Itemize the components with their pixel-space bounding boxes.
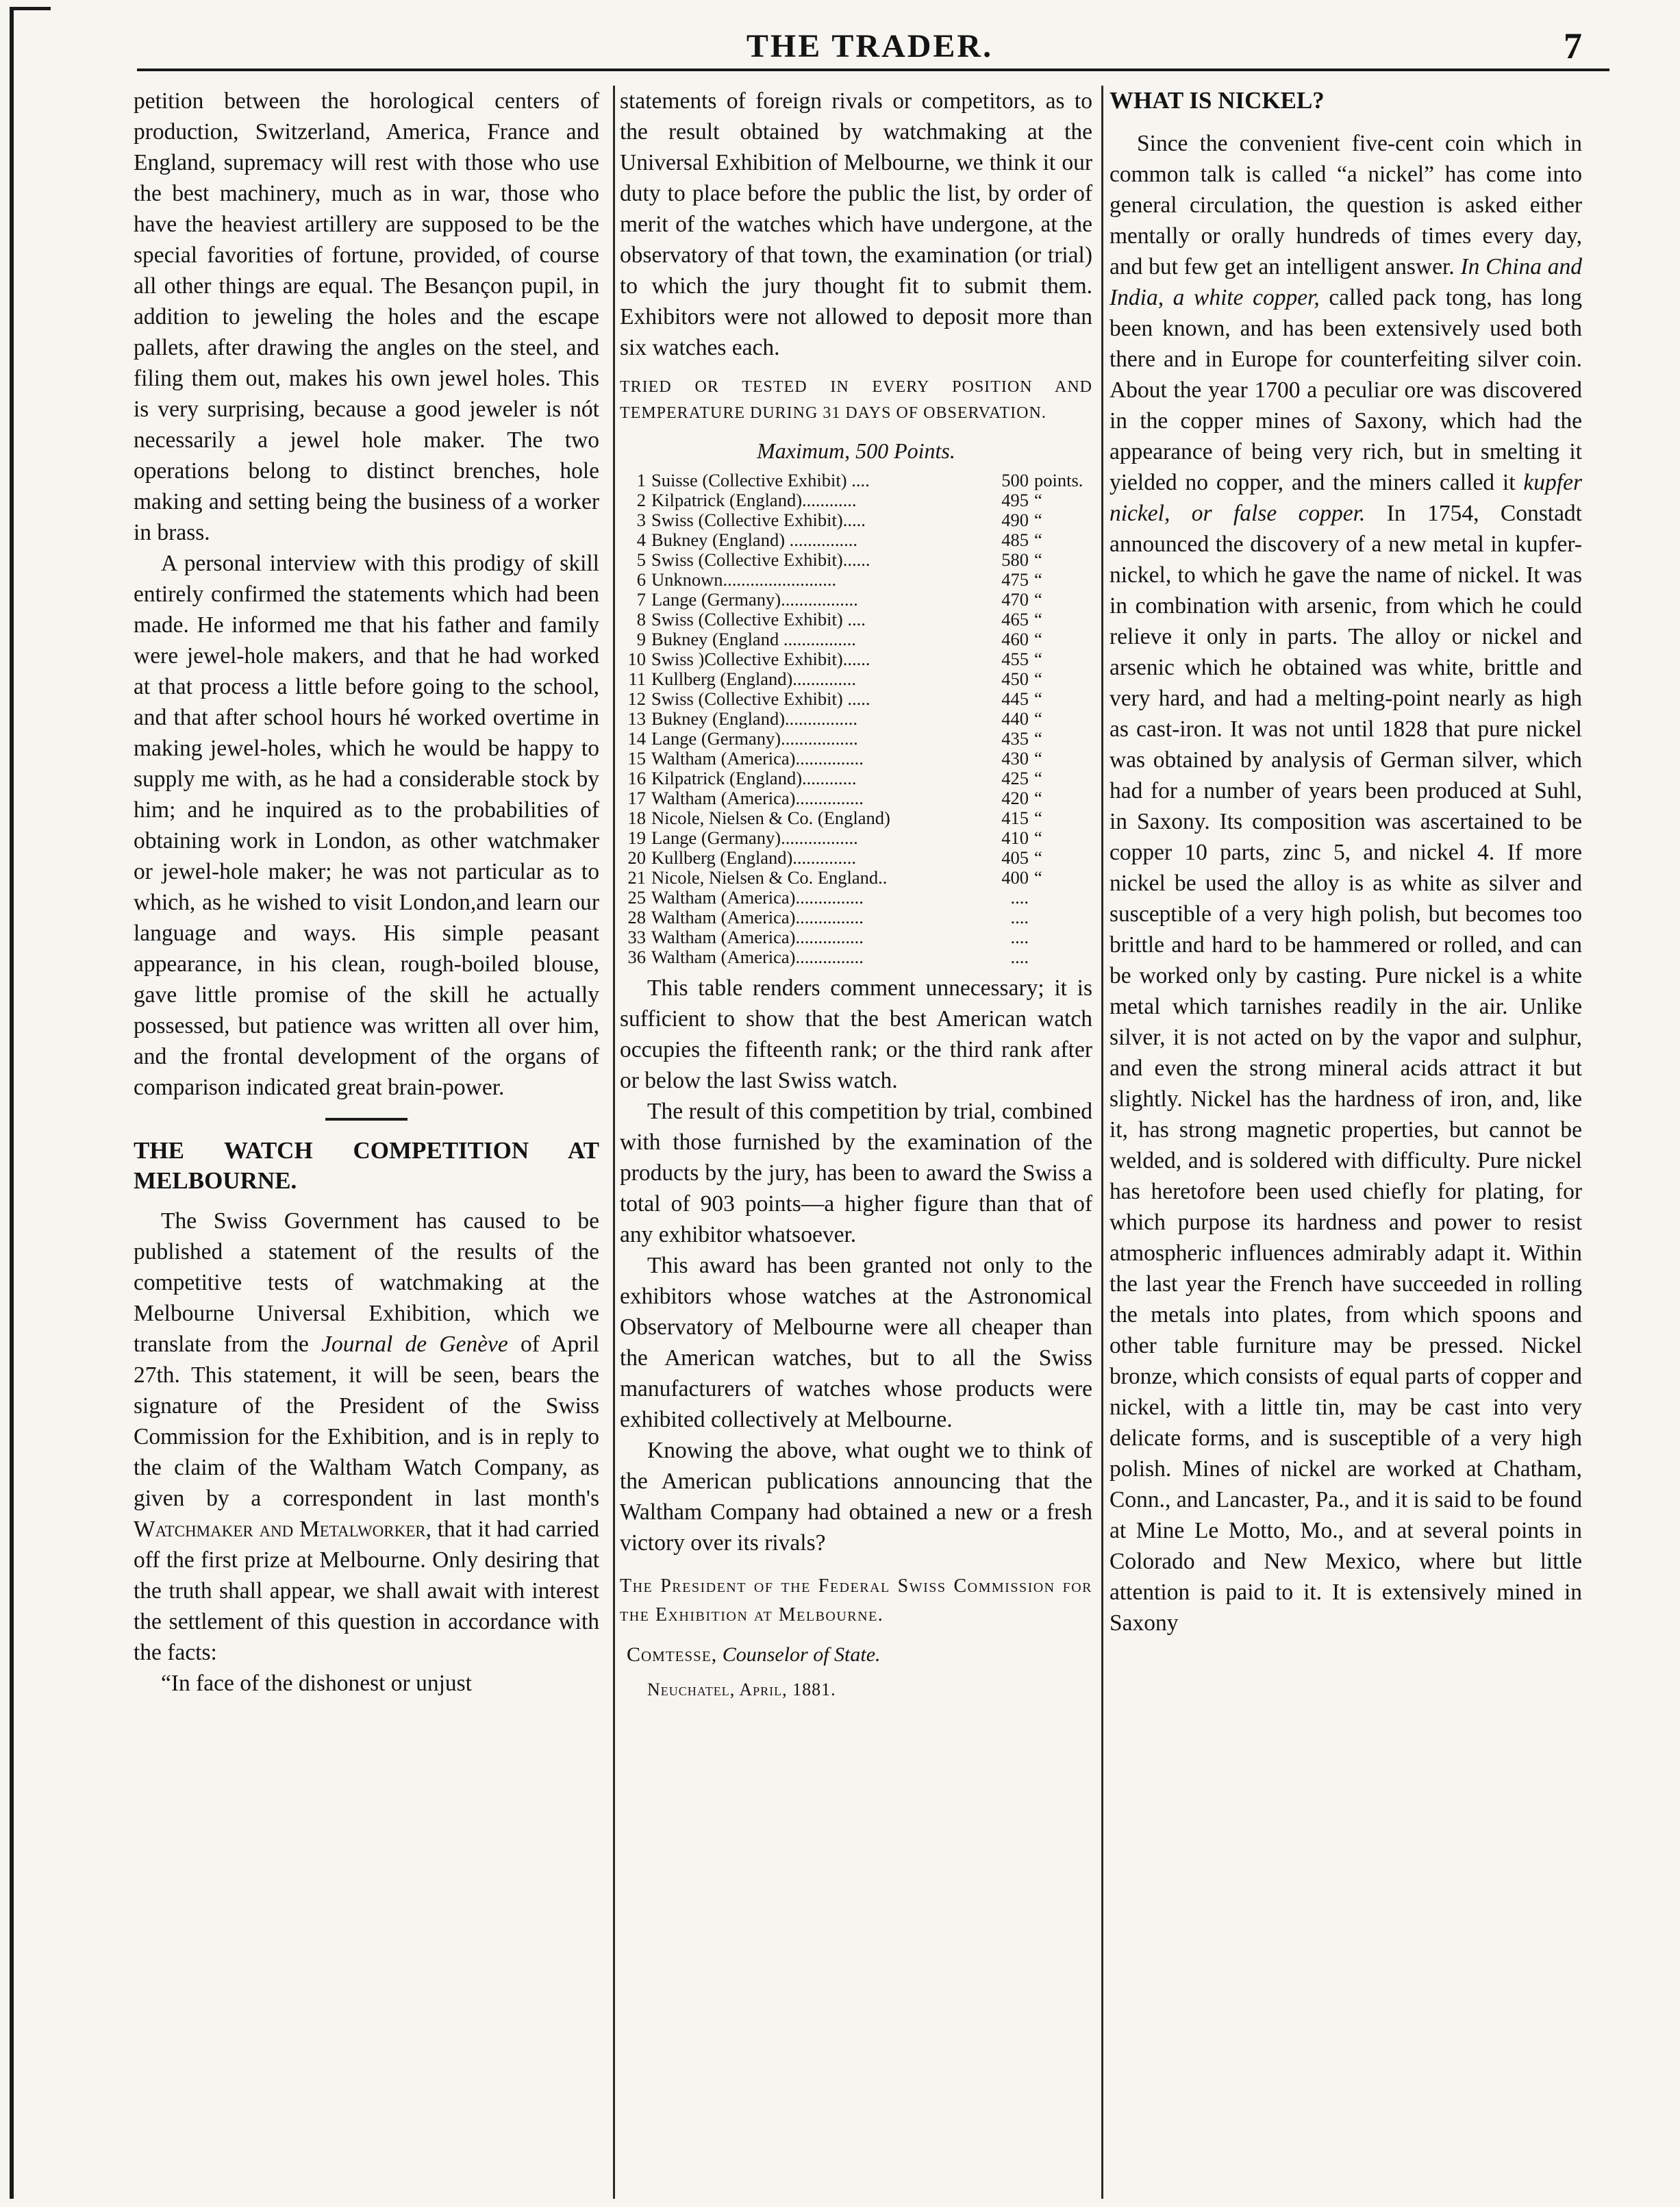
results-table-row (620, 490, 1092, 510)
unit-cell: “ (1034, 529, 1042, 550)
results-table-row (620, 828, 1092, 848)
rank-cell: 8 (636, 609, 646, 629)
unit-cell: “ (1034, 589, 1042, 610)
column-rule-1 (613, 86, 615, 2199)
points-cell: 465 (1001, 609, 1029, 629)
exhibitor-cell: Waltham (America)............... (651, 947, 864, 967)
exhibitor-cell: Nicole, Nielsen & Co. England.. (651, 867, 888, 888)
table-caption: TRIED OR TESTED IN EVERY POSITION AND TEMPERATURE DURING 31 DAYS OF OBSERVATION. (620, 378, 1092, 422)
rank-cell: 4 (636, 529, 646, 550)
col1-paragraph-2: A personal interview with this prodigy of skill entirely confirmed the statements which had been made. He informed me that his father and family were jewel-hole makers, and that he had worked at that process a little before going to the school, and that after school hours hé worked overtime in making jewel-holes, which he would be happy to supply me with, as he had a considerable stock by him; and he inquired as to the probabilities of obtaining work in London, as other watchmaker or jewel-hole maker; he was not particular as to which, as he wished to visit London,and learn our language and ways. His simple peasant appearance, in his clean, rough-boiled blouse, gave little promise of the skill he actually possessed, but patience was written all over him, and the frontal development of the organs of comparison indicated great brain-power. (134, 551, 599, 1100)
results-table-row (620, 868, 1092, 888)
points-cell: 415 (1001, 808, 1029, 828)
points-cell: 470 (1001, 589, 1029, 610)
signature-commission: The President of the Federal Swiss Commission for the Exhibition at Melbourne. (620, 1575, 1092, 1625)
rank-cell: 7 (636, 589, 646, 610)
exhibitor-cell: Kilpatrick (England)............ (651, 768, 857, 788)
exhibitor-cell: Kilpatrick (England)............ (651, 490, 857, 510)
points-cell: .... (1010, 947, 1029, 967)
rank-cell: 33 (627, 927, 646, 947)
exhibitor-cell: Swiss )Collective Exhibit)...... (651, 649, 870, 669)
column-2 (620, 86, 1092, 1705)
rank-cell: 21 (627, 867, 646, 888)
points-cell: 425 (1001, 768, 1029, 788)
unit-cell: “ (1034, 847, 1042, 868)
col1-paragraph-1: petition between the horological centers of production, Switzerland, America, France and England, supremacy will rest with those who use the best machinery, much as in war, those who have the heaviest artillery are supposed to be the special favorities of fortune, provided, of course all other things are equal. The Besançon pupil, in addition to jeweling the holes and the escape pallets, after drawing the angles on the steel, and filing them out, makes his own jewel holes. This is very surprising, because a good jeweler is nót necessarily a jewel hole maker. The two operations belong to distinct brenches, hole making and setting being the business of a worker in brass. (134, 88, 599, 545)
unit-cell: “ (1034, 569, 1042, 590)
results-table-row (620, 669, 1092, 689)
exhibitor-cell: Lange (Germany)................. (651, 589, 858, 610)
points-cell: 485 (1001, 529, 1029, 550)
points-cell: 435 (1001, 728, 1029, 749)
signature-place-date: Neuchatel, April, 1881. (647, 1680, 836, 1699)
rank-cell: 19 (627, 827, 646, 848)
text-span: In 1754, Constadt announced the discovery of a new metal in kupfer-nickel, to which he gave the name of nickel. It was in combination with arsenic, from which he could relieve it only in parts. The alloy or nickel and arsenic which he obtained was white, brittle and very hard, and had a melting-point nearly as high as cast-iron. It was not until 1828 that pure nickel was obtained by analysis of German silver, which had for a number of years been produced at Suhl, in Saxony. Its composition was ascertained to be copper 10 parts, zinc 5, and nickel 4. If more nickel be used the alloy is as white as silver and susceptible of a very high polish, but becomes too brittle and hard to be hammered or rolled, and can be worked only by casting. Pure nickel is a white metal which tarnishes readily in the air. Unlike silver, it is not acted on by the vapor and sulphur, and even the strong mineral acids attract it but slightly. Nickel has the hardness of iron, and, like it, has strong magnetic properties, but cannot be welded, and is soldered with difficulty. Pure nickel has heretofore been used chiefly for plating, for which purpose its hardness and power to resist atmospheric influences admirably adapt it. Within the last year the French have succeeded in rolling the metals into plates, from which spoons and other table furniture may be pressed. Nickel bronze, which consists of equal parts of copper and nickel, with a little tin, may be cast into very delicate forms, and is susceptible of a very high polish. Mines of nickel are worked at Chatham, Conn., and Lancaster, Pa., and it is said to be found at Mine Le Motto, Mo., and at several points in Colorado and New Mexico, where but little attention is paid to it. It is extensively mined in Saxony (1109, 501, 1582, 1636)
col3-paragraph-1 (1109, 128, 1582, 1638)
unit-cell (1029, 908, 1092, 927)
unit-cell: “ (1034, 609, 1042, 629)
signer-name: Comtesse, (627, 1643, 718, 1666)
points-cell: 455 (1001, 649, 1029, 669)
rank-cell: 6 (636, 569, 646, 590)
rank-cell: 20 (627, 847, 646, 868)
exhibitor-cell: Swiss (Collective Exhibit) .... (651, 609, 866, 629)
unit-cell: “ (1034, 688, 1042, 709)
page-header (130, 22, 1609, 70)
article-heading-nickel: WHAT IS NICKEL? (1109, 87, 1325, 114)
header-rule (137, 68, 1609, 71)
exhibitor-cell: Lange (Germany)................. (651, 728, 858, 749)
text-span: of April 27th. This statement, it will be seen, bears the signature of the President of the Swiss Commission for the Exhibition, and is in reply to the claim of the Waltham Watch Company, as given by a correspondent in last month's (134, 1332, 599, 1511)
column-rule-2 (1101, 86, 1103, 2199)
exhibitor-cell: Unknown......................... (651, 569, 837, 590)
results-table-row (620, 570, 1092, 590)
text-span: that it had carried off the first prize at Melbourne. Only desiring that the truth shall appear, we shall await with interest the settlement of this question in accordance with the facts: (134, 1517, 599, 1665)
unit-cell: points. (1034, 470, 1083, 490)
rank-cell: 13 (627, 708, 646, 729)
results-table-row (620, 689, 1092, 709)
exhibitor-cell: Swiss (Collective Exhibit)...... (651, 549, 870, 570)
rank-cell: 3 (636, 510, 646, 530)
unit-cell: “ (1034, 748, 1042, 769)
exhibitor-cell: Waltham (America)............... (651, 887, 864, 908)
page-number: 7 (1564, 25, 1582, 66)
publication-name: Watchmaker and Metalworker, (134, 1517, 431, 1542)
points-cell: 410 (1001, 827, 1029, 848)
results-table-row (620, 888, 1092, 908)
col1-paragraph-3 (134, 1206, 599, 1668)
results-table-row (620, 530, 1092, 550)
exhibitor-cell: Waltham (America)............... (651, 907, 864, 927)
results-table-row (620, 788, 1092, 808)
unit-cell: “ (1034, 808, 1042, 828)
points-cell: 500 (1001, 470, 1029, 490)
results-table-row (620, 947, 1092, 967)
rank-cell: 15 (627, 748, 646, 769)
points-cell: 475 (1001, 569, 1029, 590)
rank-cell: 12 (627, 688, 646, 709)
exhibitor-cell: Waltham (America)............... (651, 788, 864, 808)
col1-paragraph-4: “In face of the dishonest or unjust (161, 1671, 472, 1696)
unit-cell: “ (1034, 629, 1042, 649)
results-table-row (620, 471, 1092, 490)
exhibitor-cell: Swiss (Collective Exhibit) ..... (651, 688, 870, 709)
section-separator (325, 1118, 408, 1121)
unit-cell: “ (1034, 728, 1042, 749)
unit-cell: “ (1034, 768, 1042, 788)
points-cell: .... (1010, 887, 1029, 908)
results-table-row (620, 629, 1092, 649)
unit-cell: “ (1034, 827, 1042, 848)
rank-cell: 1 (636, 470, 646, 490)
points-cell: 580 (1001, 549, 1029, 570)
unit-cell: “ (1034, 549, 1042, 570)
results-table-body (620, 471, 1092, 967)
column-3 (1109, 86, 1582, 1638)
points-cell: 405 (1001, 847, 1029, 868)
rank-cell: 10 (627, 649, 646, 669)
points-cell: 495 (1001, 490, 1029, 510)
exhibitor-cell: Swiss (Collective Exhibit)..... (651, 510, 866, 530)
rank-cell: 16 (627, 768, 646, 788)
journal-name: Journal de Genève (321, 1332, 508, 1357)
points-cell: 440 (1001, 708, 1029, 729)
results-table-row (620, 927, 1092, 947)
points-cell: 445 (1001, 688, 1029, 709)
results-table-row (620, 769, 1092, 788)
unit-cell (1029, 927, 1092, 947)
points-cell: .... (1010, 927, 1029, 947)
rank-cell: 9 (636, 629, 646, 649)
unit-cell: “ (1034, 669, 1042, 689)
results-table-row (620, 649, 1092, 669)
exhibitor-cell: Bukney (England) ............... (651, 529, 858, 550)
points-cell: 430 (1001, 748, 1029, 769)
exhibitor-cell: Suisse (Collective Exhibit) .... (651, 470, 870, 490)
signer-title: Counselor of State. (717, 1643, 881, 1666)
col2-paragraph-4: This award has been granted not only to the exhibitors whose watches at the Astronomical Observatory of Melbourne were all cheaper than the American watches, but to all the Swiss manufacturers of watches whose products were exhibited collectively at Melbourne. (620, 1253, 1092, 1432)
italic-span: kupfer nickel, or false copper. (1109, 470, 1582, 526)
exhibitor-cell: Waltham (America)............... (651, 927, 864, 947)
page-edge-top (10, 7, 51, 10)
italic-span: In China and India, a white copper, (1109, 254, 1582, 310)
results-table-row (620, 510, 1092, 530)
text-span: Since the convenient five-cent coin which in common talk is called “a nickel” has come into general circulation, the question is asked either mentally or orally hundreds of times every day, and but few get an intelligent answer. (1109, 131, 1582, 279)
unit-cell: “ (1034, 510, 1042, 530)
exhibitor-cell: Bukney (England)................ (651, 708, 858, 729)
results-table (620, 471, 1092, 967)
results-table-row (620, 908, 1092, 927)
col2-paragraph-2: This table renders comment unnecessary; it is sufficient to show that the best American watch occupies the fifteenth rank; or the third rank after or below the last Swiss watch. (620, 975, 1092, 1093)
results-table-row (620, 709, 1092, 729)
rank-cell: 5 (636, 549, 646, 570)
page-edge (10, 7, 14, 2199)
col2-paragraph-5: Knowing the above, what ought we to think of the American publications announcing that the Waltham Company had obtained a new or a fresh victory over its rivals? (620, 1438, 1092, 1556)
results-table-row (620, 749, 1092, 769)
text-span: called pack tong, has long been known, and has been extensively used both there and in Europe for counterfeiting silver coin. About the year 1700 a peculiar ore was discovered in the copper mines of Saxony, which had the appearance of being very rich, but in smelting it yielded no copper, and the miners called it (1109, 285, 1582, 495)
points-cell: 400 (1001, 867, 1029, 888)
unit-cell: “ (1034, 649, 1042, 669)
unit-cell: “ (1034, 708, 1042, 729)
rank-cell: 17 (627, 788, 646, 808)
text-span: The Swiss Government has caused to be published a statement of the results of the competitive tests of watchmaking at the Melbourne Universal Exhibition, which we translate from the (134, 1208, 599, 1357)
points-cell: 460 (1001, 629, 1029, 649)
rank-cell: 25 (627, 887, 646, 908)
col2-paragraph-1: statements of foreign rivals or competitors, as to the result obtained by watchmaking at the Universal Exhibition of Melbourne, we think it our duty to place before the public the list, by order of merit of the watches which have undergone, at the observatory of that town, the examination (or trial) to which the jury thought fit to submit them. Exhibitors were not allowed to deposit more than six watches each. (620, 88, 1092, 360)
exhibitor-cell: Bukney (England ................ (651, 629, 856, 649)
points-cell: 450 (1001, 669, 1029, 689)
unit-cell: “ (1034, 788, 1042, 808)
points-cell: .... (1010, 907, 1029, 927)
col2-paragraph-3: The result of this competition by trial, combined with those furnished by the examination of the products by the jury, has been to award the Swiss a total of 903 points—a higher figure than that of any exhibitor whatsoever. (620, 1099, 1092, 1247)
unit-cell (1029, 888, 1092, 908)
unit-cell: “ (1034, 867, 1042, 888)
rank-cell: 14 (627, 728, 646, 749)
results-table-row (620, 848, 1092, 868)
rank-cell: 28 (627, 907, 646, 927)
rank-cell: 36 (627, 947, 646, 967)
results-table-row (620, 550, 1092, 570)
exhibitor-cell: Nicole, Nielsen & Co. (England) (651, 808, 890, 828)
table-subcaption: Maximum, 500 Points. (757, 438, 955, 463)
rank-cell: 18 (627, 808, 646, 828)
results-table-row (620, 610, 1092, 629)
signature-name (627, 1639, 1092, 1670)
rank-cell: 11 (628, 669, 646, 689)
article-heading-melbourne: THE WATCH COMPETITION AT MELBOURNE. (134, 1137, 599, 1194)
results-table-row (620, 808, 1092, 828)
exhibitor-cell: Waltham (America)............... (651, 748, 864, 769)
unit-cell (1029, 947, 1092, 967)
results-table-row (620, 729, 1092, 749)
points-cell: 490 (1001, 510, 1029, 530)
column-1 (134, 86, 599, 1699)
rank-cell: 2 (636, 490, 646, 510)
points-cell: 420 (1001, 788, 1029, 808)
unit-cell: “ (1034, 490, 1042, 510)
publication-title: THE TRADER. (746, 28, 994, 64)
results-table-row (620, 590, 1092, 610)
exhibitor-cell: Kullberg (England).............. (651, 669, 857, 689)
exhibitor-cell: Kullberg (England).............. (651, 847, 857, 868)
exhibitor-cell: Lange (Germany)................. (651, 827, 858, 848)
